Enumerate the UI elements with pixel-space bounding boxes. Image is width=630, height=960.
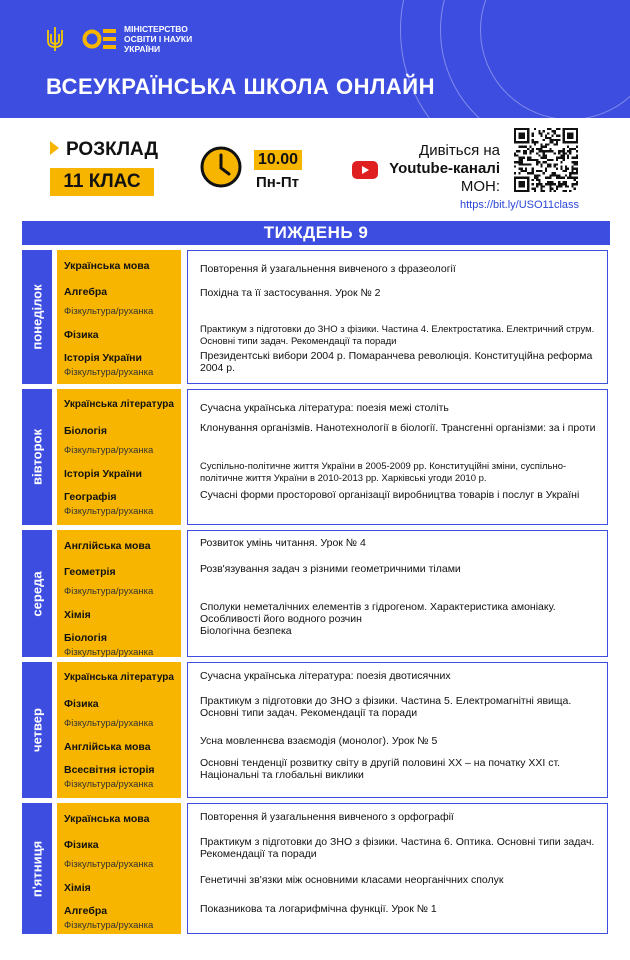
day-row — [22, 530, 610, 657]
broadcast-time: 10.00 — [254, 150, 302, 170]
subject-name: Фізика — [64, 839, 99, 851]
qr-code[interactable] — [514, 128, 578, 192]
subject-name: Хімія — [64, 882, 91, 894]
day-name: понеділок — [29, 284, 45, 350]
lesson-topic: Практикум з підготовки до ЗНО з фізики. Частина 5. Електромагнітні явища. Основні типи задач. Рекомендації та поради — [200, 695, 572, 719]
day-name: четвер — [29, 708, 45, 752]
topics-column — [187, 530, 608, 657]
topics-column — [187, 662, 608, 798]
day-name: п'ятниця — [29, 840, 45, 897]
subjects-column — [57, 803, 181, 934]
pe-break: Фізкультура/руханка — [64, 506, 154, 517]
subject-name: Біологія — [64, 425, 107, 437]
clock-icon — [198, 144, 244, 190]
arrow-icon — [50, 141, 59, 155]
pe-break: Фізкультура/руханка — [64, 367, 154, 378]
subject-name: Англійська мова — [64, 540, 151, 552]
topics-column — [187, 389, 608, 525]
subject-name: Географія — [64, 491, 117, 503]
lesson-topic: Біологічна безпека — [200, 625, 292, 637]
subject-name: Історія України — [64, 352, 142, 364]
day-label — [22, 250, 52, 384]
lesson-topic: Повторення й узагальнення вивченого з орфографії — [200, 811, 454, 823]
youtube-promo — [384, 142, 500, 196]
pe-break: Фізкультура/руханка — [64, 306, 154, 317]
lesson-topic: Розв'язування задач з різними геометричними тілами — [200, 563, 461, 575]
pe-break: Фізкультура/руханка — [64, 920, 154, 931]
day-label — [22, 662, 52, 798]
youtube-promo-line: Дивіться на — [419, 142, 500, 159]
subject-name: Українська мова — [64, 260, 150, 272]
pe-break: Фізкультура/руханка — [64, 445, 154, 456]
ministry-name: МІНІСТЕРСТВО ОСВІТИ І НАУКИ УКРАЇНИ — [124, 24, 193, 54]
page-title: ВСЕУКРАЇНСЬКА ШКОЛА ОНЛАЙН — [46, 74, 435, 99]
schedule-label: РОЗКЛАД — [66, 139, 158, 160]
lesson-topic: Основні тенденції розвитку світу в другій половині ХХ – на початку ХХІ ст. Національні та глобальні виклики — [200, 757, 561, 781]
pe-break: Фізкультура/руханка — [64, 779, 154, 790]
lesson-topic: Сполуки неметалічних елементів з гідрогеном. Характеристика амоніаку. Особливості його водного розчин — [200, 601, 556, 625]
subject-name: Українська мова — [64, 813, 150, 825]
trident-icon — [46, 26, 64, 52]
pe-break: Фізкультура/руханка — [64, 586, 154, 597]
lesson-topic: Сучасна українська література: поезія межі століть — [200, 402, 449, 414]
class-badge: 11 КЛАС — [50, 168, 154, 196]
day-label — [22, 389, 52, 525]
lesson-topic: Показникова та логарифмічна функції. Урок № 1 — [200, 903, 437, 915]
topics-column — [187, 250, 608, 384]
pe-break: Фізкультура/руханка — [64, 718, 154, 729]
youtube-link[interactable]: https://bit.ly/USO11class — [460, 199, 580, 211]
lesson-topic: Повторення й узагальнення вивченого з фразеології — [200, 263, 456, 275]
youtube-promo-line: Youtube-каналі — [389, 160, 500, 177]
day-label — [22, 803, 52, 934]
subject-name: Історія України — [64, 468, 142, 480]
day-row — [22, 803, 610, 934]
youtube-promo-line: МОН: — [460, 178, 500, 195]
subject-name: Алгебра — [64, 905, 108, 917]
subject-name: Алгебра — [64, 286, 108, 298]
subjects-column — [57, 662, 181, 798]
lesson-topic: Похідна та її застосування. Урок № 2 — [200, 287, 381, 299]
day-name: вівторок — [29, 429, 45, 485]
broadcast-days: Пн-Пт — [256, 174, 299, 191]
day-name: середа — [29, 570, 45, 617]
subject-name: Біологія — [64, 632, 107, 644]
lesson-topic: Президентські вибори 2004 р. Помаранчева революція. Конституційна реформа 2004 р. — [200, 350, 593, 374]
lesson-topic: Практикум з підготовки до ЗНО з фізики. Частина 4. Електростатика. Електричний струм. Основні типи задач. Рекомендації та поради — [200, 324, 595, 347]
subjects-column — [57, 389, 181, 525]
lesson-topic: Суспільно-політичне життя України в 2005-2009 рр. Конституційні зміни, суспільно-політичне життя України в 2010-2013 рр. Харківські угоди 2010 р. — [200, 461, 567, 484]
ministry-logo-icon — [82, 24, 118, 54]
subject-name: Українська література — [64, 399, 174, 410]
day-row — [22, 250, 610, 384]
subject-name: Геометрія — [64, 566, 116, 578]
youtube-icon — [352, 161, 378, 179]
week-title: ТИЖДЕНЬ 9 — [22, 221, 610, 245]
lesson-topic: Клонування організмів. Нанотехнології в біології. Трансгенні організми: за і проти — [200, 422, 596, 434]
topics-column — [187, 803, 608, 934]
subject-name: Українська література — [64, 672, 174, 683]
day-row — [22, 389, 610, 525]
subject-name: Фізика — [64, 329, 99, 341]
subject-name: Англійська мова — [64, 741, 151, 753]
subjects-column — [57, 530, 181, 657]
pe-break: Фізкультура/руханка — [64, 859, 154, 870]
day-row — [22, 662, 610, 798]
lesson-topic: Сучасна українська література: поезія двотисячних — [200, 670, 451, 682]
day-label — [22, 530, 52, 657]
subject-name: Всесвітня історія — [64, 764, 155, 776]
subject-name: Фізика — [64, 698, 99, 710]
subject-name: Хімія — [64, 609, 91, 621]
subjects-column — [57, 250, 181, 384]
lesson-topic: Практикум з підготовки до ЗНО з фізики. Частина 6. Оптика. Основні типи задач. Рекомендації та поради — [200, 836, 595, 860]
lesson-topic: Усна мовленнєва взаємодія (монолог). Урок № 5 — [200, 735, 438, 747]
lesson-topic: Розвиток умінь читання. Урок № 4 — [200, 537, 366, 549]
header-banner — [0, 0, 630, 118]
pe-break: Фізкультура/руханка — [64, 647, 154, 658]
lesson-topic: Генетичні зв'язки між основними класами неорганічних сполук — [200, 874, 504, 886]
lesson-topic: Сучасні форми просторової організації виробництва товарів і послуг в Україні — [200, 489, 580, 501]
